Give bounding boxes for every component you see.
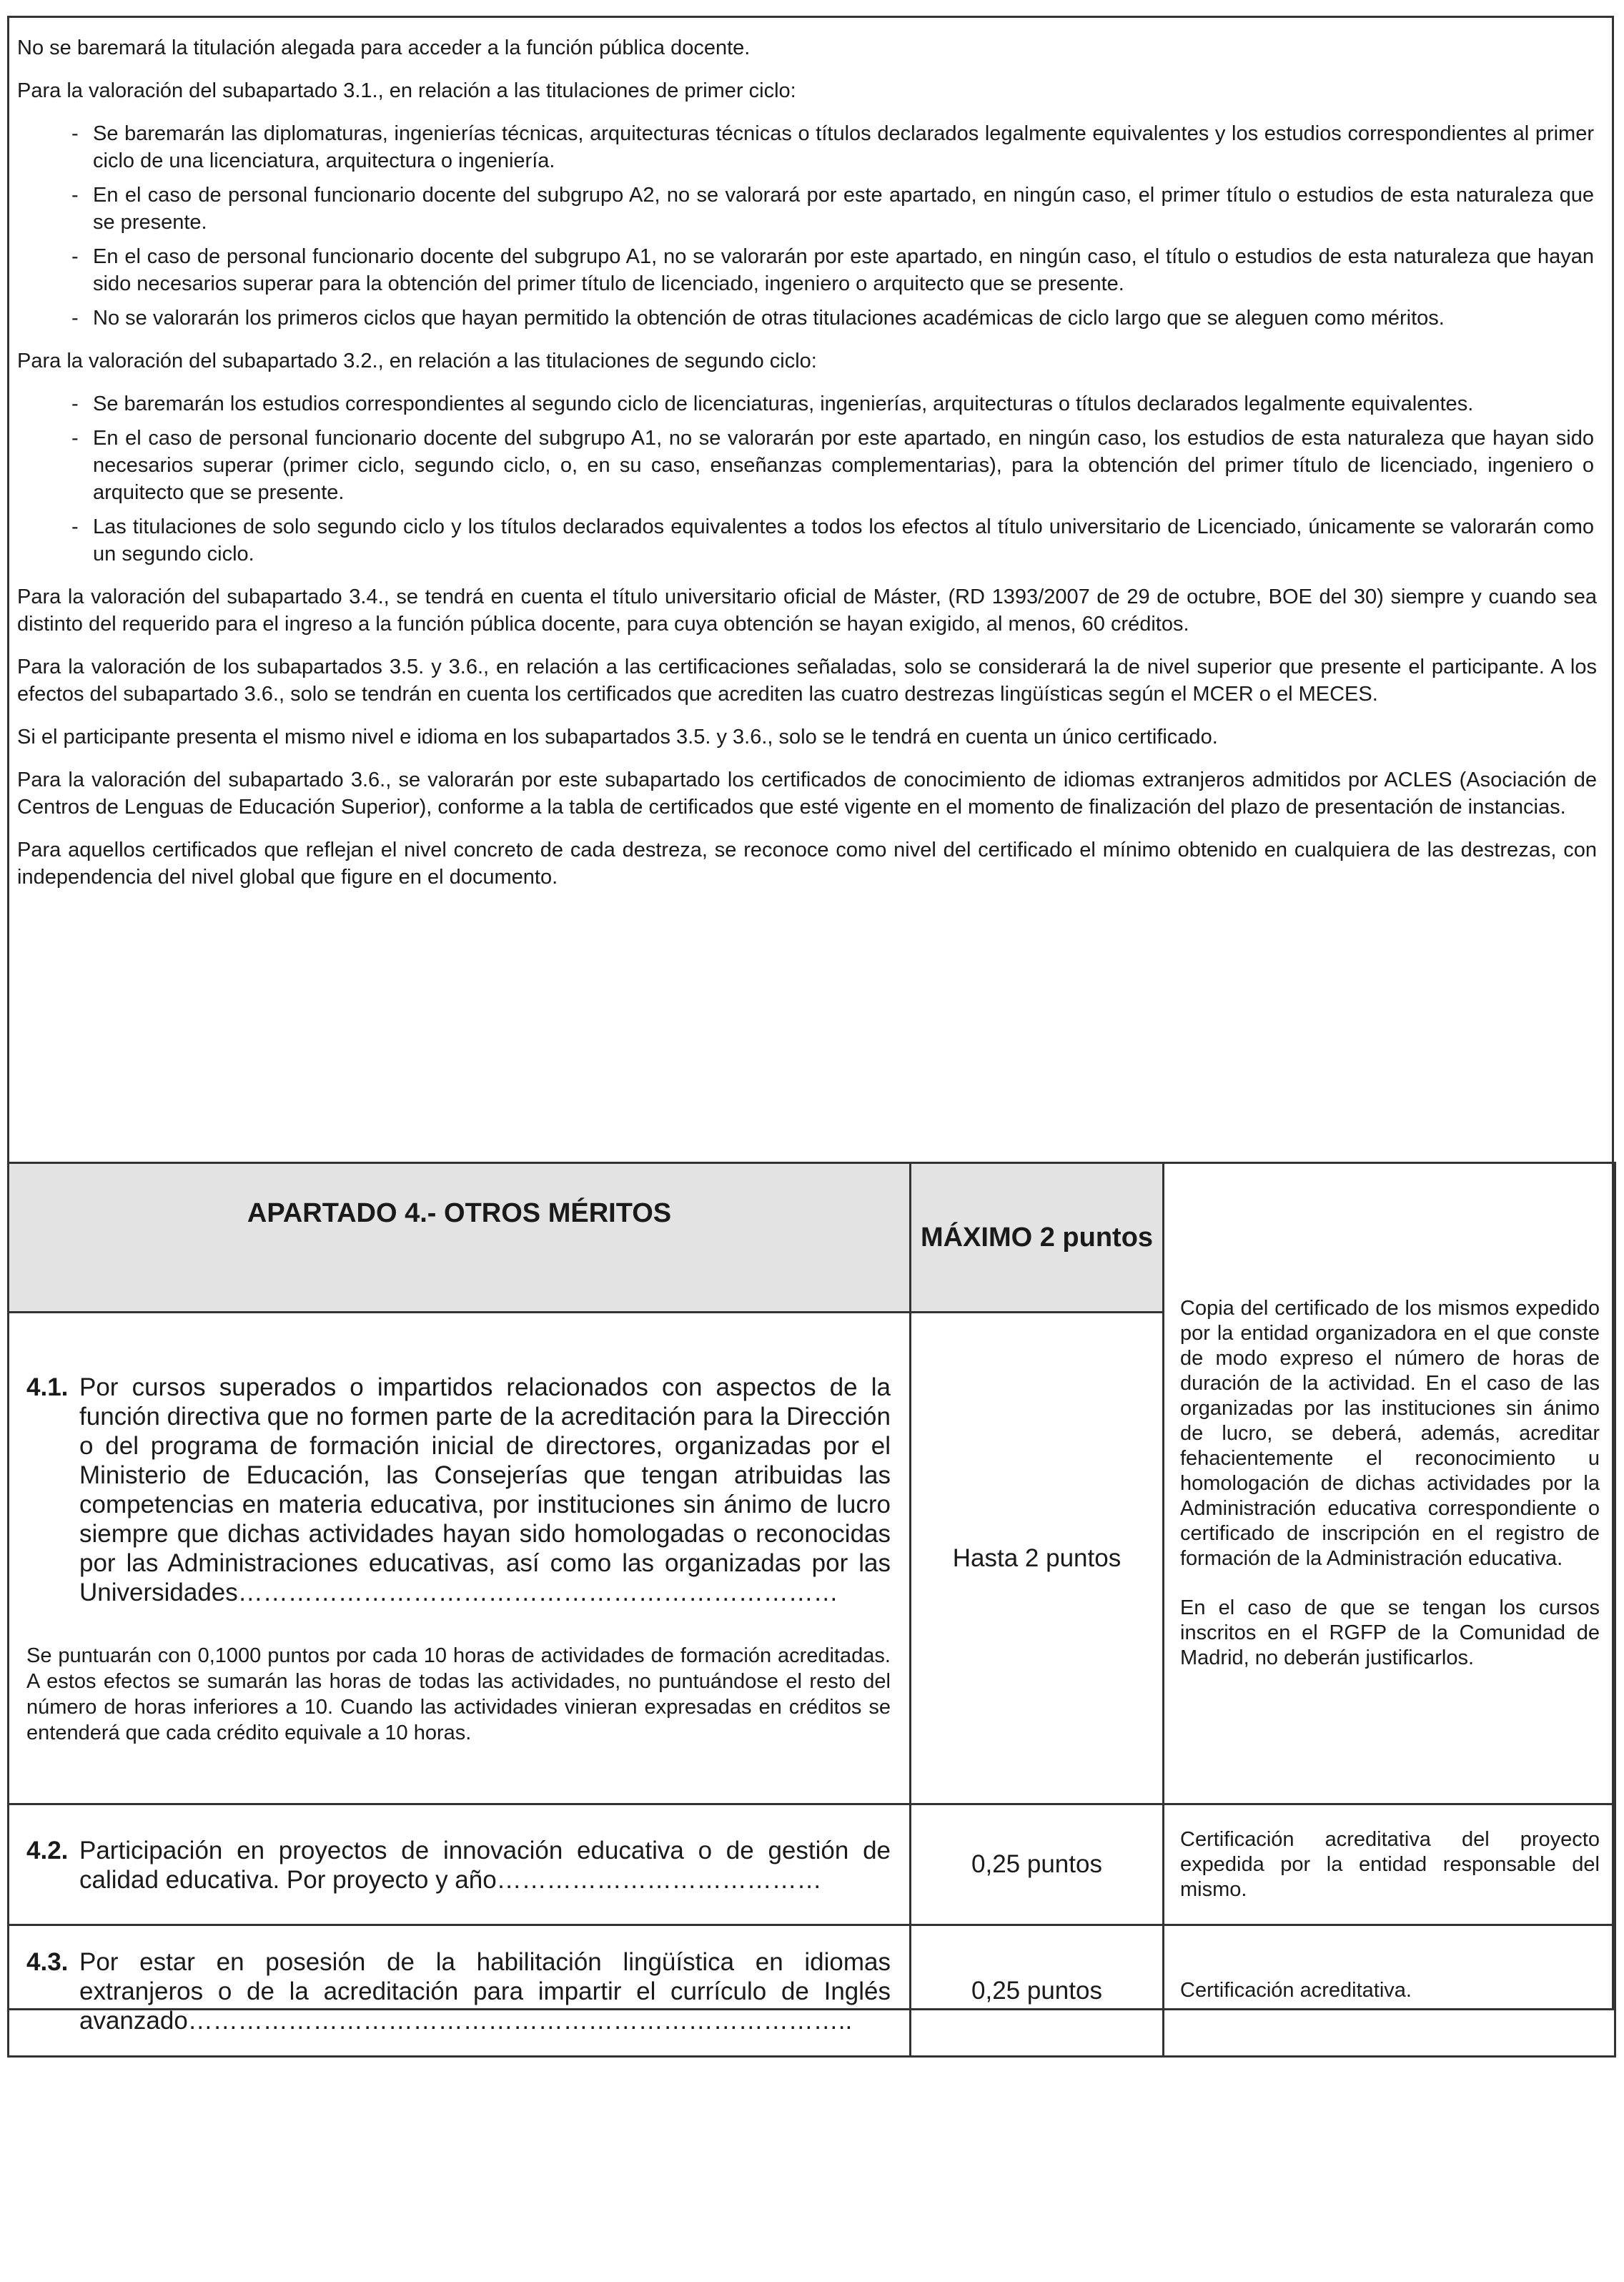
paragraph: Para la valoración del subapartado 3.1., en relación a las titulaciones de primer ciclo: bbox=[17, 79, 796, 102]
score-cell: 0,25 puntos bbox=[911, 1925, 1164, 2057]
item-cell-4-2 bbox=[9, 1804, 911, 1925]
item-number: 4.3. bbox=[26, 1948, 69, 1976]
score-cell: Hasta 2 puntos bbox=[911, 1313, 1164, 1804]
paragraph: No se baremará la titulación alegada para acceder a la función pública docente. bbox=[17, 36, 751, 59]
meritos-table bbox=[7, 1162, 1616, 2058]
item-text: Por estar en posesión de la habilitación lingüística en idiomas extranjeros o de la acreditación para impartir el currículo de Inglés avanzado…………………………………………………………………….. bbox=[79, 1948, 891, 2035]
list-item: - En el caso de personal funcionario docente del subgrupo A1, no se valorarán por este apartado, en ningún caso, los estudios de esta naturaleza que hayan sido necesarios superar (primer ciclo, segundo ciclo, o, en su caso, enseñanzas complementarias), para la obtención del primer título de licenciado, ingeniero o arquitecto que se presente. bbox=[17, 425, 1597, 506]
score-cell: 0,25 puntos bbox=[911, 1804, 1164, 1925]
list-item: - No se valorarán los primeros ciclos que hayan permitido la obtención de otras titulaciones académicas de ciclo largo que se aleguen como méritos. bbox=[17, 305, 1597, 332]
doc-text: Copia del certificado de los mismos expedido por la entidad organizadora en el que conste de modo expreso el número de horas de duración de la actividad. En el caso de las organizadas por las instituciones sin ánimo de lucro, se deberá, además, acreditar fehacientemente el reconocimiento u homologación de dichas actividades por la Administración educativa correspondiente o certificado de inscripción en el registro de formación de la Administración educativa. bbox=[1180, 1297, 1600, 1570]
paragraph: Para la valoración de los subapartados 3.5. y 3.6., en relación a las certificaciones señaladas, solo se considerará la de nivel superior que presente el participante. A los efectos del subapartado 3.6., solo se tendrán en cuenta los certificados que acrediten las cuatro destrezas lingüísticas según el MCER o el MECES. bbox=[17, 656, 1597, 706]
item-text: Participación en proyectos de innovación educativa o de gestión de calidad educativa. Por proyecto y año………………………………… bbox=[79, 1837, 891, 1894]
doc-cell-4-2: Certificación acreditativa del proyecto expedida por la entidad responsable del mismo. bbox=[1164, 1804, 1615, 1925]
list-item: - Las titulaciones de solo segundo ciclo y los títulos declarados equivalentes a todos los efectos al título universitario de Licenciado, únicamente se valorarán como un segundo ciclo. bbox=[17, 513, 1597, 568]
item-number: 4.1. bbox=[26, 1373, 69, 1401]
paragraph: Para la valoración del subapartado 3.2., en relación a las titulaciones de segundo ciclo: bbox=[17, 350, 817, 372]
list-segundo-ciclo bbox=[17, 390, 1597, 568]
paragraph: Para la valoración del subapartado 3.4., se tendrá en cuenta el título universitario oficial de Máster, (RD 1393/2007 de 29 de octubre, BOE del 30) siempre y cuando sea distinto del requerido para el ingreso a la función pública docente, para cuya obtención se hayan exigido, al menos, 60 créditos. bbox=[17, 586, 1597, 636]
doc-cell-4-1 bbox=[1164, 1163, 1615, 1804]
table-header-row bbox=[9, 1163, 1615, 1313]
table-row bbox=[9, 1804, 1615, 1925]
item-number: 4.2. bbox=[26, 1837, 69, 1864]
item-cell-4-3 bbox=[9, 1925, 911, 2057]
list-primer-ciclo bbox=[17, 120, 1597, 332]
list-item: - Se baremarán los estudios correspondientes al segundo ciclo de licenciaturas, ingenierías, arquitecturas o títulos declarados legalmente equivalentes. bbox=[17, 390, 1597, 418]
paragraph: Para aquellos certificados que reflejan el nivel concreto de cada destreza, se reconoce como nivel del certificado el mínimo obtenido en cualquiera de las destrezas, con independencia del nivel global que figure en el documento. bbox=[17, 839, 1597, 889]
table-header-max: MÁXIMO 2 puntos bbox=[911, 1163, 1164, 1313]
paragraph: Si el participante presenta el mismo nivel e idioma en los subapartados 3.5. y 3.6., solo se le tendrá en cuenta un único certificado. bbox=[17, 726, 1218, 749]
list-item: - En el caso de personal funcionario docente del subgrupo A1, no se valorarán por este apartado, en ningún caso, el título o estudios de esta naturaleza que hayan sido necesarios superar para la obtención del primer título de licenciado, ingeniero o arquitecto que se presente. bbox=[17, 243, 1597, 297]
doc-cell-4-3: Certificación acreditativa. bbox=[1164, 1925, 1615, 2057]
item-text: Por cursos superados o impartidos relacionados con aspectos de la función directiva que no formen parte de la acreditación para la Dirección o del programa de formación inicial de directores, organizadas por el Ministerio de Educación, las Consejerías que tengan atribuidas las competencias en materia educativa, por instituciones sin ánimo de lucro siempre que dichas actividades hayan sido homologadas o reconocidas por las Administraciones educativas, así como las organizadas por las Universidades……………………………………………………………… bbox=[79, 1373, 891, 1606]
list-item: - En el caso de personal funcionario docente del subgrupo A2, no se valorará por este apartado, en ningún caso, el primer título o estudios de esta naturaleza que se presente. bbox=[17, 182, 1597, 236]
table-header-title: APARTADO 4.- OTROS MÉRITOS bbox=[9, 1163, 911, 1313]
item-cell-4-1 bbox=[9, 1313, 911, 1804]
paragraph: Para la valoración del subapartado 3.6., se valorarán por este subapartado los certificados de conocimiento de idiomas extranjeros admitidos por ACLES (Asociación de Centros de Lenguas de Educación Superior), conforme a la tabla de certificados que esté vigente en el momento de finalización del plazo de presentación de instancias. bbox=[17, 769, 1597, 819]
body-text bbox=[17, 34, 1597, 907]
item-note: Se puntuarán con 0,1000 puntos por cada 10 horas de actividades de formación acreditadas. A estos efectos se sumarán las horas de todas las actividades, no puntuándose el resto del número de horas inferiores a 10. Cuando las actividades vinieran expresadas en créditos se entenderá que cada crédito equivale a 10 horas. bbox=[26, 1644, 891, 1744]
doc-text: En el caso de que se tengan los cursos inscritos en el RGFP de la Comunidad de Madrid, no deberán justificarlos. bbox=[1180, 1596, 1600, 1669]
list-item: - Se baremarán las diplomaturas, ingenierías técnicas, arquitecturas técnicas o títulos declarados legalmente equivalentes y los estudios correspondientes al primer ciclo de una licenciatura, arquitectura o ingeniería. bbox=[17, 120, 1597, 174]
table-row bbox=[9, 1925, 1615, 2057]
